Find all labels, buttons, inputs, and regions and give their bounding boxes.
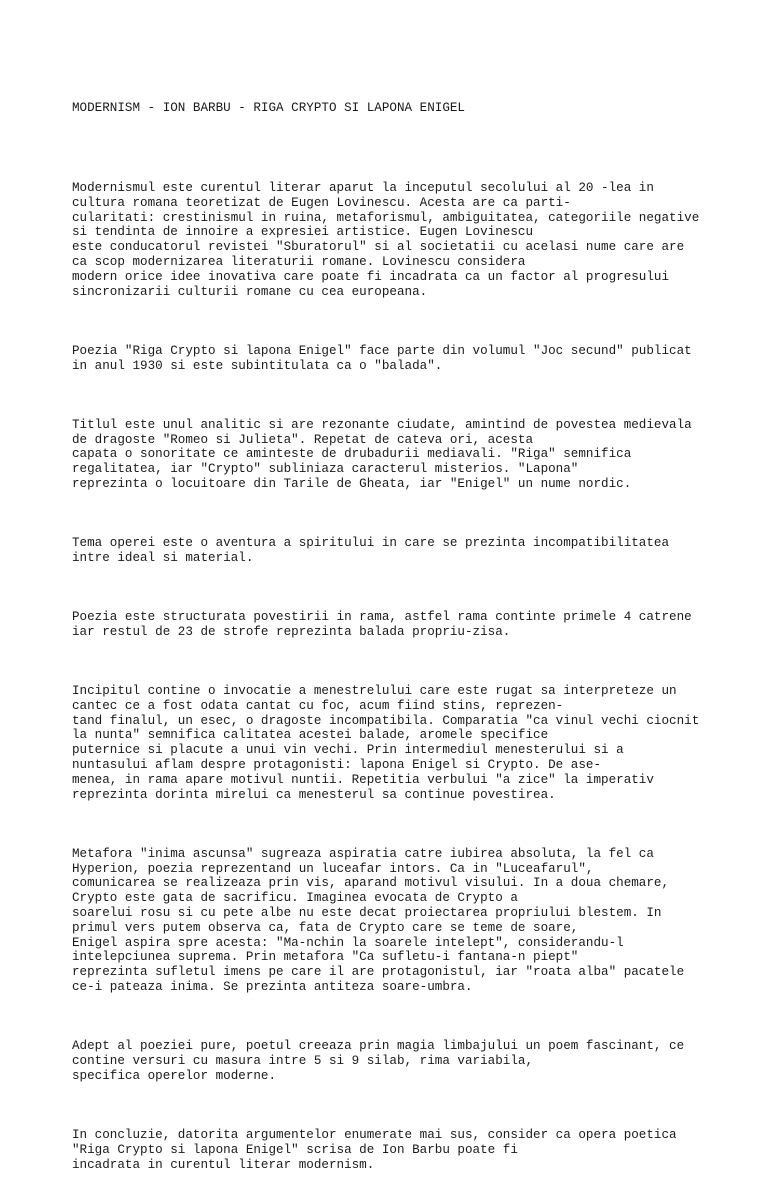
paragraph-pure-poetry: Adept al poeziei pure, poetul creeaza prin magia limbajului un poem fascinant, ce contine versuri cu masura intre 5 si 9 silab, rima variabila, specifica operelor moderne. (72, 1039, 685, 1083)
paragraph-intro-modernism: Modernismul este curentul literar aparut la inceputul secolului al 20 -lea in cultura romana teoretizat de Eugen Lovinescu. Acesta are ca parti- cularitati: crestinismul in ruina, metaforismul, ambiguitatea, categoriile negative si tendinta de innoire a expresiei artistice. Eugen Lovinescu este conducatorul revistei "Sburatorul" si al societatii cu acelasi nume care are ca scop modernizarea literaturii romane. Lovinescu considera modern orice idee inovativa care poate fi incadrata ca un factor al progresului sincronizarii culturii romane cu cea europeana. (72, 180, 700, 299)
paragraph-volume: Poezia "Riga Crypto si lapona Enigel" face parte din volumul "Joc secund" publicat in anul 1930 si este subintitulata ca o "balada". (72, 343, 692, 373)
paragraph-structure: Poezia este structurata povestirii in rama, astfel rama continte primele 4 catrene iar restul de 23 de strofe reprezinta balada propriu-zisa. (72, 610, 692, 639)
paragraph-incipit: Incipitul contine o invocatie a menestrelului care este rugat sa interpreteze un cantec ce a fost odata cantat cu foc, acum fiind stins, reprezen- tand finalul, un esec, o dragoste incompatibila. Comparatia "ca vinul vechi ciocnit la nunta" semnifica calitatea acestei balade, aromele specifice puternice si placute a unui vin vechi. Prin intermediul menesterului si a nuntasului aflam despre protagonisti: lapona Enigel si Crypto. De ase- menea, in rama apare motivul nuntii. Repetitia verbului "a zice" la imperativ reprezinta dorinta mirelui ca menesterul sa continue povestirea. (72, 684, 700, 802)
document-title: MODERNISM - ION BARBU - RIGA CRYPTO SI LAPONA ENIGEL (72, 100, 465, 115)
paragraph-title-analysis: Titlul este unul analitic si are rezonante ciudate, amintind de povestea medievala de dragoste "Romeo si Julieta". Repetat de cateva ori, acesta capata o sonoritate ce aminteste de drubadurii mediavali. "Riga" semnifica regalitatea, iar "Crypto" subliniaza caracterul misterios. "Lapona" reprezinta o locuitoare din Tarile de Gheata, iar "Enigel" un nume nordic. (72, 417, 692, 491)
paragraph-conclusion: In concluzie, datorita argumentelor enumerate mai sus, consider ca opera poetica "Riga Crypto si lapona Enigel" scrisa de Ion Barbu poate fi incadrata in curentul literar modernism. (72, 1127, 677, 1172)
paragraph-metaphor: Metafora "inima ascunsa" sugreaza aspiratia catre iubirea absoluta, la fel ca Hyperion, poezia reprezentand un luceafar intors. Ca in "Luceafarul", comunicarea se realizeaza prin vis, aparand motivul visului. In a doua chemare, Crypto este gata de sacrificu. Imaginea evocata de Crypto a soarelui rosu si cu pete albe nu este decat proiectarea propriului blestem. In primul vers putem observa ca, fata de Crypto care se teme de soare, Enigel aspira spre acesta: "Ma-nchin la soarele intelept", considerandu-l intelepciunea suprema. Prin metafora "Ca sufletu-i fantana-n piept" reprezinta sufletul imens pe care il are protagonistul, iar "roata alba" pacatele ce-i pateaza inima. Se prezinta antiteza soare-umbra. (72, 846, 685, 995)
document-page (72, 71, 742, 1202)
paragraph-theme: Tema operei este o aventura a spiritului in care se prezinta incompatibilitatea intre ideal si material. (72, 536, 670, 565)
